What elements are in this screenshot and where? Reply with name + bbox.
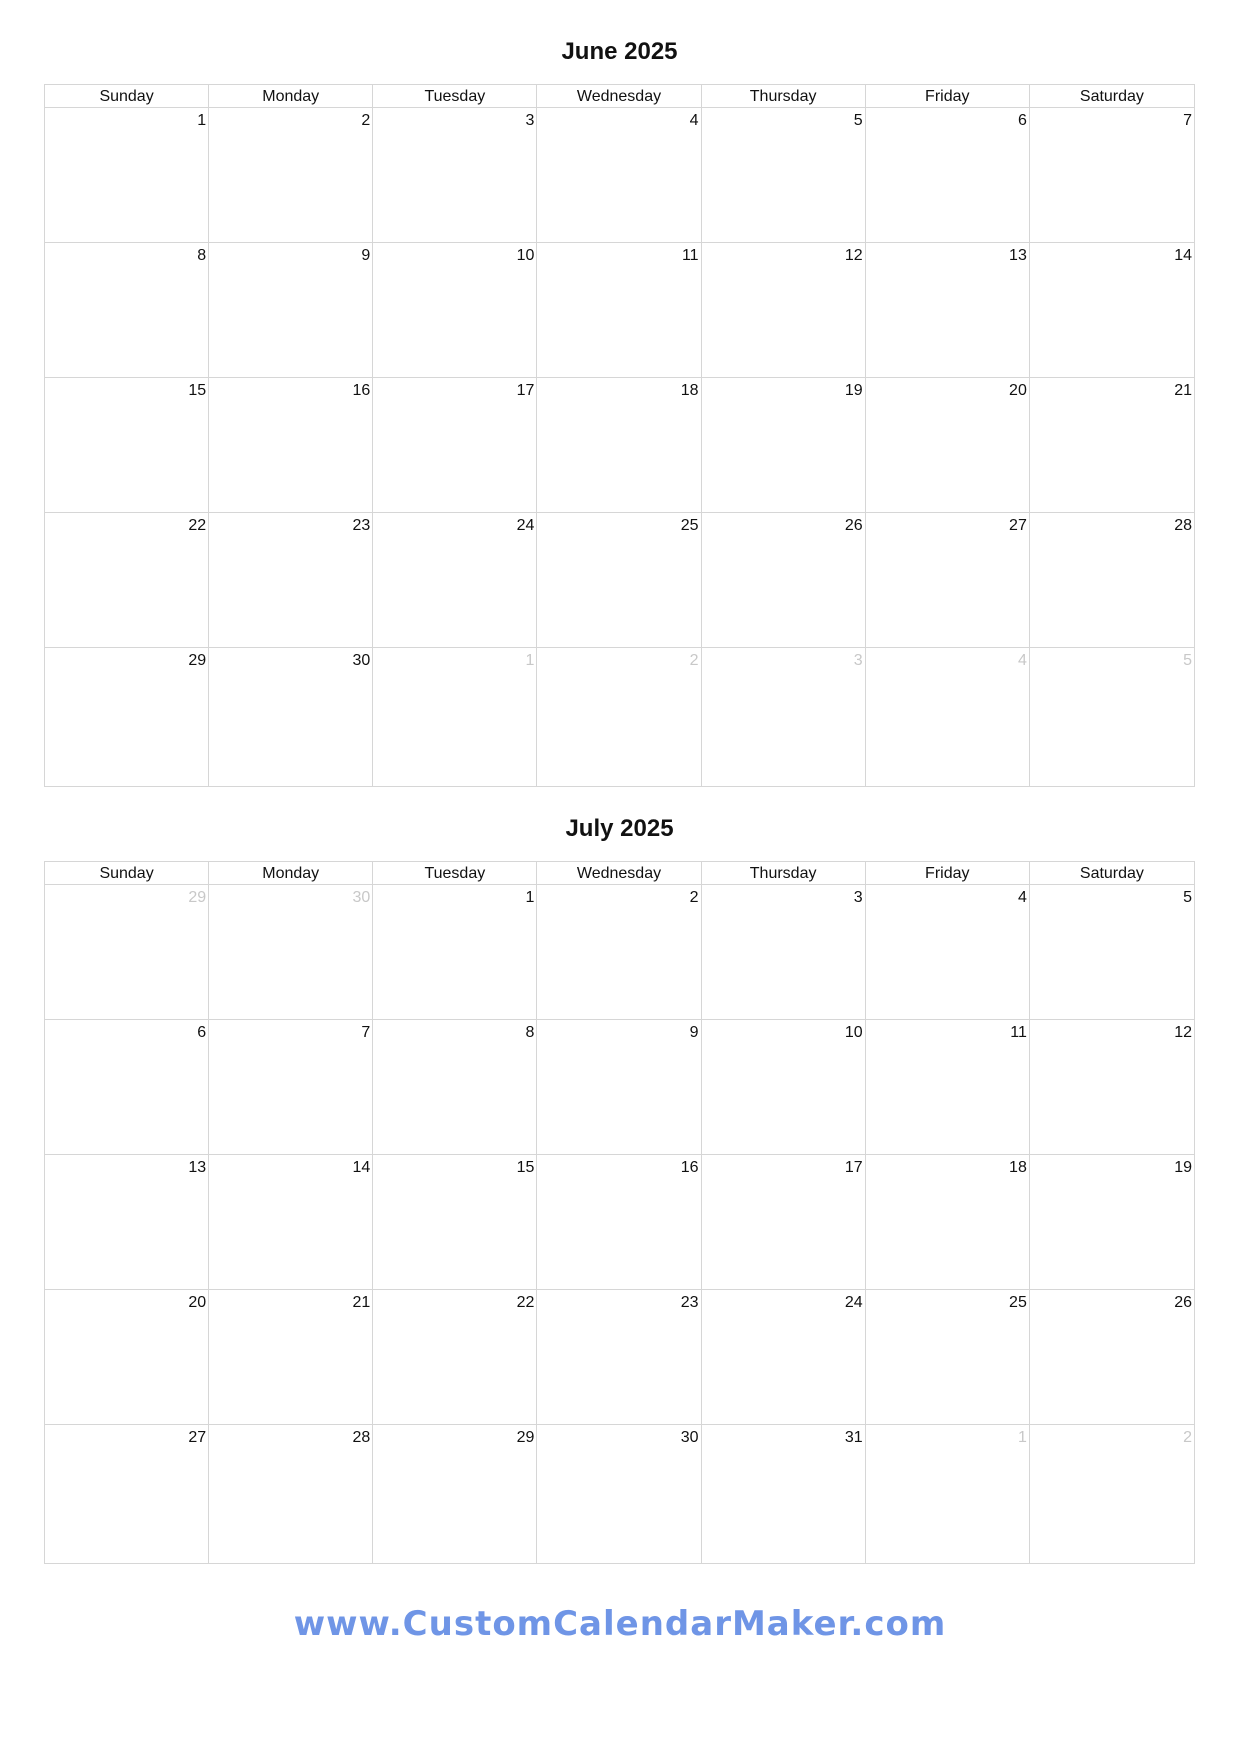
day-cell: 30 xyxy=(209,648,373,786)
day-cell: 29 xyxy=(373,1425,537,1563)
day-cell: 3 xyxy=(702,885,866,1020)
day-cell: 10 xyxy=(373,243,537,378)
calendar-grid xyxy=(44,861,1195,1564)
day-cell: 19 xyxy=(702,378,866,513)
day-cell: 10 xyxy=(702,1020,866,1155)
day-cell: 12 xyxy=(1030,1020,1194,1155)
footer-url[interactable]: www.CustomCalendarMaker.com xyxy=(293,1604,947,1644)
day-cell-other-month: 5 xyxy=(1183,652,1192,669)
day-cell: 8 xyxy=(373,1020,537,1155)
month-title: July 2025 xyxy=(565,815,674,842)
day-cell: 14 xyxy=(1030,243,1194,378)
day-cell: 27 xyxy=(866,513,1030,648)
day-cell-other-month: 29 xyxy=(45,885,209,1020)
day-cell: 5 xyxy=(1030,885,1194,1020)
day-cell: 17 xyxy=(702,1155,866,1290)
day-cell: 7 xyxy=(209,1020,373,1155)
day-cell: 20 xyxy=(866,378,1030,513)
day-cell: 14 xyxy=(209,1155,373,1290)
weekday-header: Tuesday xyxy=(373,862,537,885)
day-cell: 20 xyxy=(45,1290,209,1425)
day-cell: 29 xyxy=(45,648,209,786)
day-cell: 26 xyxy=(702,513,866,648)
day-cell: 25 xyxy=(537,513,701,648)
weekday-header: Friday xyxy=(866,85,1030,108)
weekday-header: Friday xyxy=(866,862,1030,885)
day-cell-other-month: 2 xyxy=(1183,1429,1192,1446)
day-cell: 28 xyxy=(1030,513,1194,648)
day-cell: 15 xyxy=(45,378,209,513)
day-cell-other-month: 1 xyxy=(373,648,537,786)
day-cell: 13 xyxy=(45,1155,209,1290)
day-cell: 2 xyxy=(537,885,701,1020)
weekday-header: Tuesday xyxy=(373,85,537,108)
weekday-header: Sunday xyxy=(45,85,209,108)
day-cell: 2 xyxy=(209,108,373,243)
day-cell: 13 xyxy=(866,243,1030,378)
weekday-header: Monday xyxy=(209,862,373,885)
day-cell: 9 xyxy=(537,1020,701,1155)
weekday-header: Thursday xyxy=(702,862,866,885)
day-cell: 16 xyxy=(537,1155,701,1290)
weekday-header: Thursday xyxy=(702,85,866,108)
day-cell: 28 xyxy=(209,1425,373,1563)
day-cell: 22 xyxy=(45,513,209,648)
weekday-header: Saturday xyxy=(1030,862,1194,885)
day-cell: 11 xyxy=(537,243,701,378)
day-cell: 30 xyxy=(537,1425,701,1563)
day-cell: 25 xyxy=(866,1290,1030,1425)
day-cell: 18 xyxy=(866,1155,1030,1290)
day-cell: 24 xyxy=(702,1290,866,1425)
weekday-header: Wednesday xyxy=(537,862,701,885)
month-june xyxy=(44,36,1195,669)
day-cell: 21 xyxy=(209,1290,373,1425)
day-cell: 4 xyxy=(537,108,701,243)
day-cell: 23 xyxy=(537,1290,701,1425)
weekday-header: Saturday xyxy=(1030,85,1194,108)
day-cell: 27 xyxy=(45,1425,209,1563)
day-cell: 26 xyxy=(1030,1290,1194,1425)
day-cell: 1 xyxy=(45,108,209,243)
day-cell-other-month: 30 xyxy=(209,885,373,1020)
day-cell: 16 xyxy=(209,378,373,513)
day-cell: 31 xyxy=(702,1425,866,1563)
day-cell: 5 xyxy=(702,108,866,243)
day-cell: 6 xyxy=(45,1020,209,1155)
day-cell: 17 xyxy=(373,378,537,513)
day-cell-other-month: 3 xyxy=(702,648,866,786)
day-cell: 18 xyxy=(537,378,701,513)
day-cell: 11 xyxy=(866,1020,1030,1155)
day-cell: 23 xyxy=(209,513,373,648)
day-cell: 8 xyxy=(45,243,209,378)
day-cell: 12 xyxy=(702,243,866,378)
weekday-header: Sunday xyxy=(45,862,209,885)
day-cell-other-month: 1 xyxy=(866,1425,1030,1563)
weekday-header: Wednesday xyxy=(537,85,701,108)
day-cell-other-month: 2 xyxy=(537,648,701,786)
day-cell: 21 xyxy=(1030,378,1194,513)
month-title: June 2025 xyxy=(561,38,678,65)
day-cell: 9 xyxy=(209,243,373,378)
calendar-grid xyxy=(44,84,1195,787)
day-cell: 1 xyxy=(373,885,537,1020)
day-cell: 24 xyxy=(373,513,537,648)
day-cell: 6 xyxy=(866,108,1030,243)
day-cell: 15 xyxy=(373,1155,537,1290)
day-cell: 7 xyxy=(1030,108,1194,243)
day-cell: 22 xyxy=(373,1290,537,1425)
weekday-header: Monday xyxy=(209,85,373,108)
day-cell-other-month: 4 xyxy=(866,648,1030,786)
day-cell: 3 xyxy=(373,108,537,243)
day-cell: 4 xyxy=(866,885,1030,1020)
day-cell: 19 xyxy=(1030,1155,1194,1290)
month-july xyxy=(44,813,1195,1446)
